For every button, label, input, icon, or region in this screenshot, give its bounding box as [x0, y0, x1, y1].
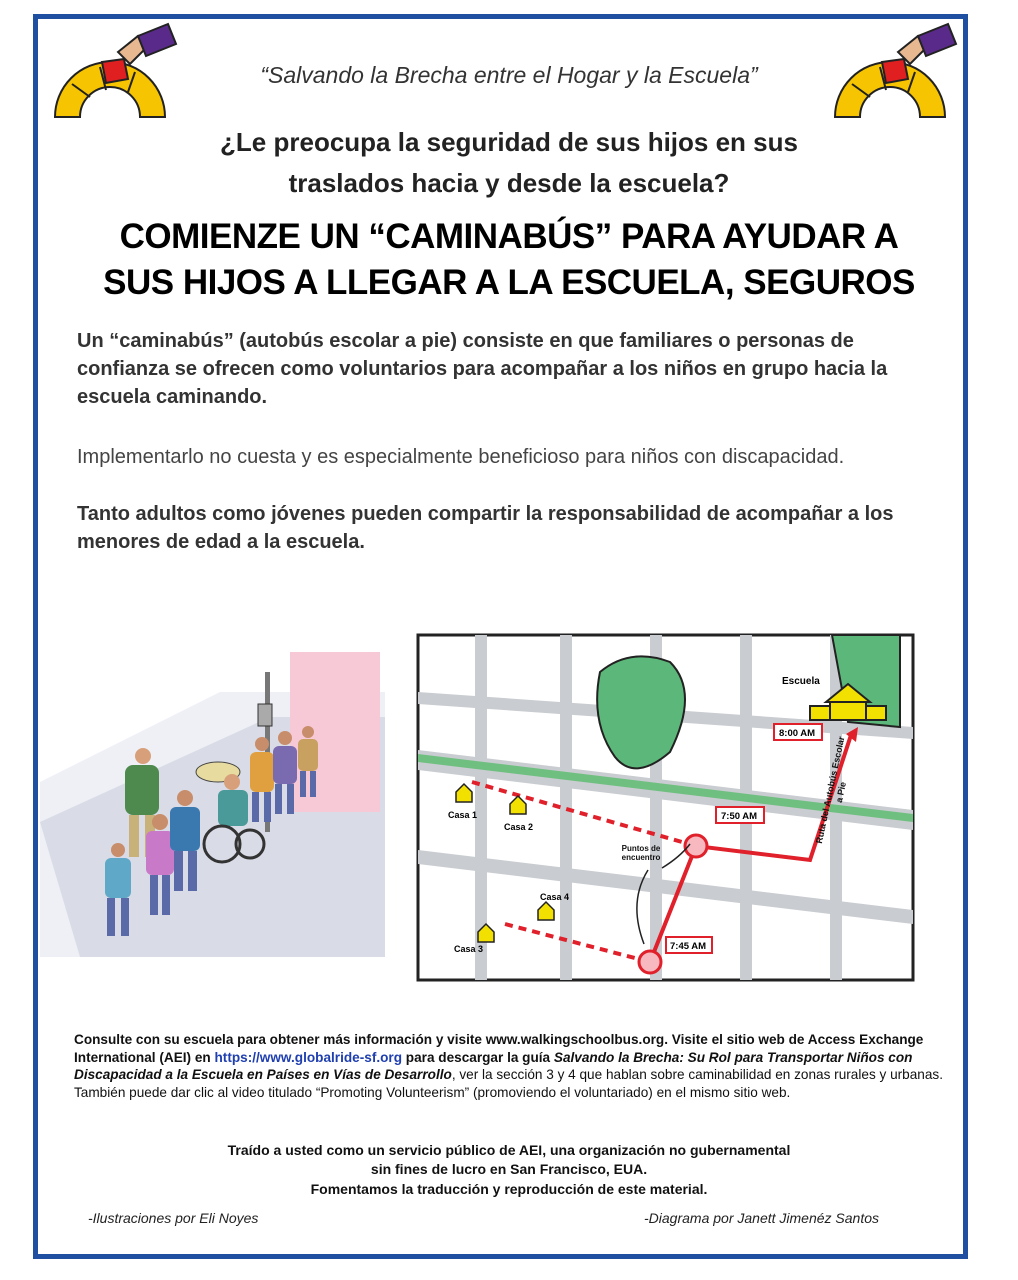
tagline: “Salvando la Brecha entre el Hogar y la Escuela”	[260, 62, 758, 88]
footer-line-3: Fomentamos la traducción y reproducción de este material.	[310, 1181, 708, 1197]
time-7-50-label: 7:50 AM	[721, 811, 758, 822]
share-paragraph: Tanto adultos como jóvenes pueden compartir la responsabilidad de acompañar a los menores de edad a la escuela.	[77, 503, 894, 553]
meeting-points-label: Puntos de encuentro	[621, 844, 661, 862]
headline-line-1: COMIENZE UN “CAMINABÚS” PARA AYUDAR A	[119, 217, 899, 256]
question-line-1: ¿Le preocupa la seguridad de sus hijos en sus	[220, 127, 798, 157]
benefit-paragraph: Implementarlo no cuesta y es especialmente beneficioso para niños con discapacidad.	[77, 446, 845, 468]
info-paragraph: Consulte con su escuela para obtener más información y visite www.walkingschoolbus.org. Visite el sitio web de Access Exchange International (AEI) en https://www.globalride-sf.org para descargar la guía Salvando la Brecha: Su Rol para Transportar Niños con Discapacidad a la Escuela en Países en Vías de Desarrollo, ver la sección 3 y 4 que hablan sobre caminabilidad en zonas rurales y urbanas. También puede dar clic al video titulado “Promoting Volunteerism” (promoviendo el voluntariado) en el mismo sitio web.	[74, 1032, 943, 1100]
house-2-label: Casa 2	[504, 822, 534, 832]
globalride-link[interactable]: https://www.globalride-sf.org	[214, 1049, 403, 1065]
headline-line-2: SUS HIJOS A LLEGAR A LA ESCUELA, SEGUROS	[103, 263, 915, 302]
house-4-label: Casa 4	[540, 892, 570, 902]
footer-line-2: sin fines de lucro en San Francisco, EUA.	[370, 1161, 648, 1177]
time-8-00-label: 8:00 AM	[779, 728, 816, 739]
illustrations-credit: -Ilustraciones por Eli Noyes	[88, 1210, 259, 1226]
house-3-label: Casa 3	[454, 944, 484, 954]
intro-paragraph: Un “caminabús” (autobús escolar a pie) consiste en que familiares o personas de confianza se ofrecen como voluntarios para acompañar a los niños en grupo hacia la escuela caminando.	[77, 330, 888, 408]
guide-title: Salvando la Brecha: Su Rol para Transportar Niños con Discapacidad a la Escuela en Países en Vías de Desarrollo	[74, 1049, 913, 1083]
route-label: Ruta del Autobús Escolar a Pie	[813, 735, 849, 845]
walking-route-map	[400, 632, 920, 987]
diagram-credit: -Diagrama por Janett Jimenéz Santos	[644, 1210, 879, 1226]
meeting-point-2	[639, 951, 661, 973]
school-label: Escuela	[782, 676, 820, 687]
time-7-45-label: 7:45 AM	[670, 941, 707, 952]
question-line-2: traslados hacia y desde la escuela?	[288, 168, 730, 198]
footer-line-1: Traído a usted como un servicio público de AEI, una organización no gubernamental	[227, 1142, 791, 1158]
house-1-label: Casa 1	[448, 810, 478, 820]
walking-group-illustration	[40, 632, 385, 957]
